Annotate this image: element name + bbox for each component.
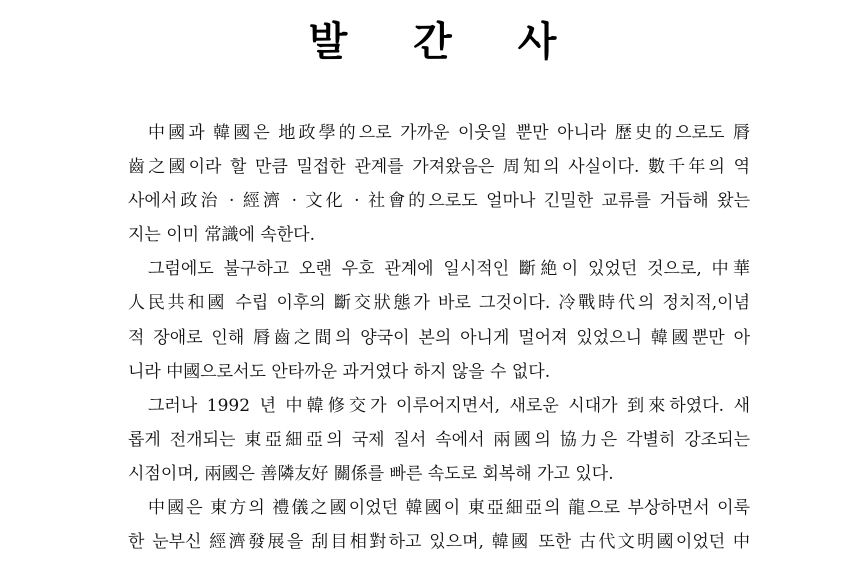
text-line: 적 장애로 인해 脣齒之間의 양국이 본의 아니게 멀어져 있었으니 韓國뿐만 아: [128, 327, 750, 348]
preface-body: [108, 116, 750, 559]
text-line: 지는 이미 常識에 속한다.: [128, 225, 315, 246]
text-line: 사에서政治 · 經濟 · 文化 · 社會的으로도 얼마나 긴밀한 교류를 거듭해 왔는: [128, 191, 750, 212]
text-line: 人民共和國 수립 이후의 斷交狀態가 바로 그것이다. 冷戰時代의 정치적,이념: [128, 293, 750, 314]
paragraph-1: [108, 116, 750, 252]
paragraph-3: [108, 389, 750, 491]
text-line: 齒之國이라 할 만큼 밀접한 관계를 가져왔음은 周知의 사실이다. 數千年의 역: [128, 157, 750, 178]
text-line: 中國은 東方의 禮儀之國이었던 韓國이 東亞細亞의 龍으로 부상하면서 이룩: [148, 498, 750, 519]
text-line: 롭게 전개되는 東亞細亞의 국제 질서 속에서 兩國의 協力은 각별히 강조되는: [128, 429, 750, 450]
text-line: 시점이며, 兩國은 善隣友好 關係를 빠른 속도로 회복해 가고 있다.: [128, 463, 614, 484]
page-title: 발 간 사: [308, 18, 583, 65]
text-line: 한 눈부신 經濟發展을 刮目相對하고 있으며, 韓國 또한 古代文明國이었던 中: [128, 532, 750, 553]
text-line: 그럼에도 불구하고 오랜 우호 관계에 일시적인 斷絶이 있었던 것으로, 中華: [148, 259, 750, 280]
text-line: 그러나 1992 년 中韓修交가 이루어지면서, 새로운 시대가 到來하였다. 새: [148, 395, 750, 416]
text-line: 中國과 韓國은 地政學的으로 가까운 이웃일 뿐만 아니라 歷史的으로도 脣: [148, 123, 750, 143]
text-line: 니라 中國으로서도 안타까운 과거였다 하지 않을 수 없다.: [128, 361, 551, 382]
paragraph-4: [108, 491, 750, 559]
paragraph-2: [108, 252, 750, 388]
